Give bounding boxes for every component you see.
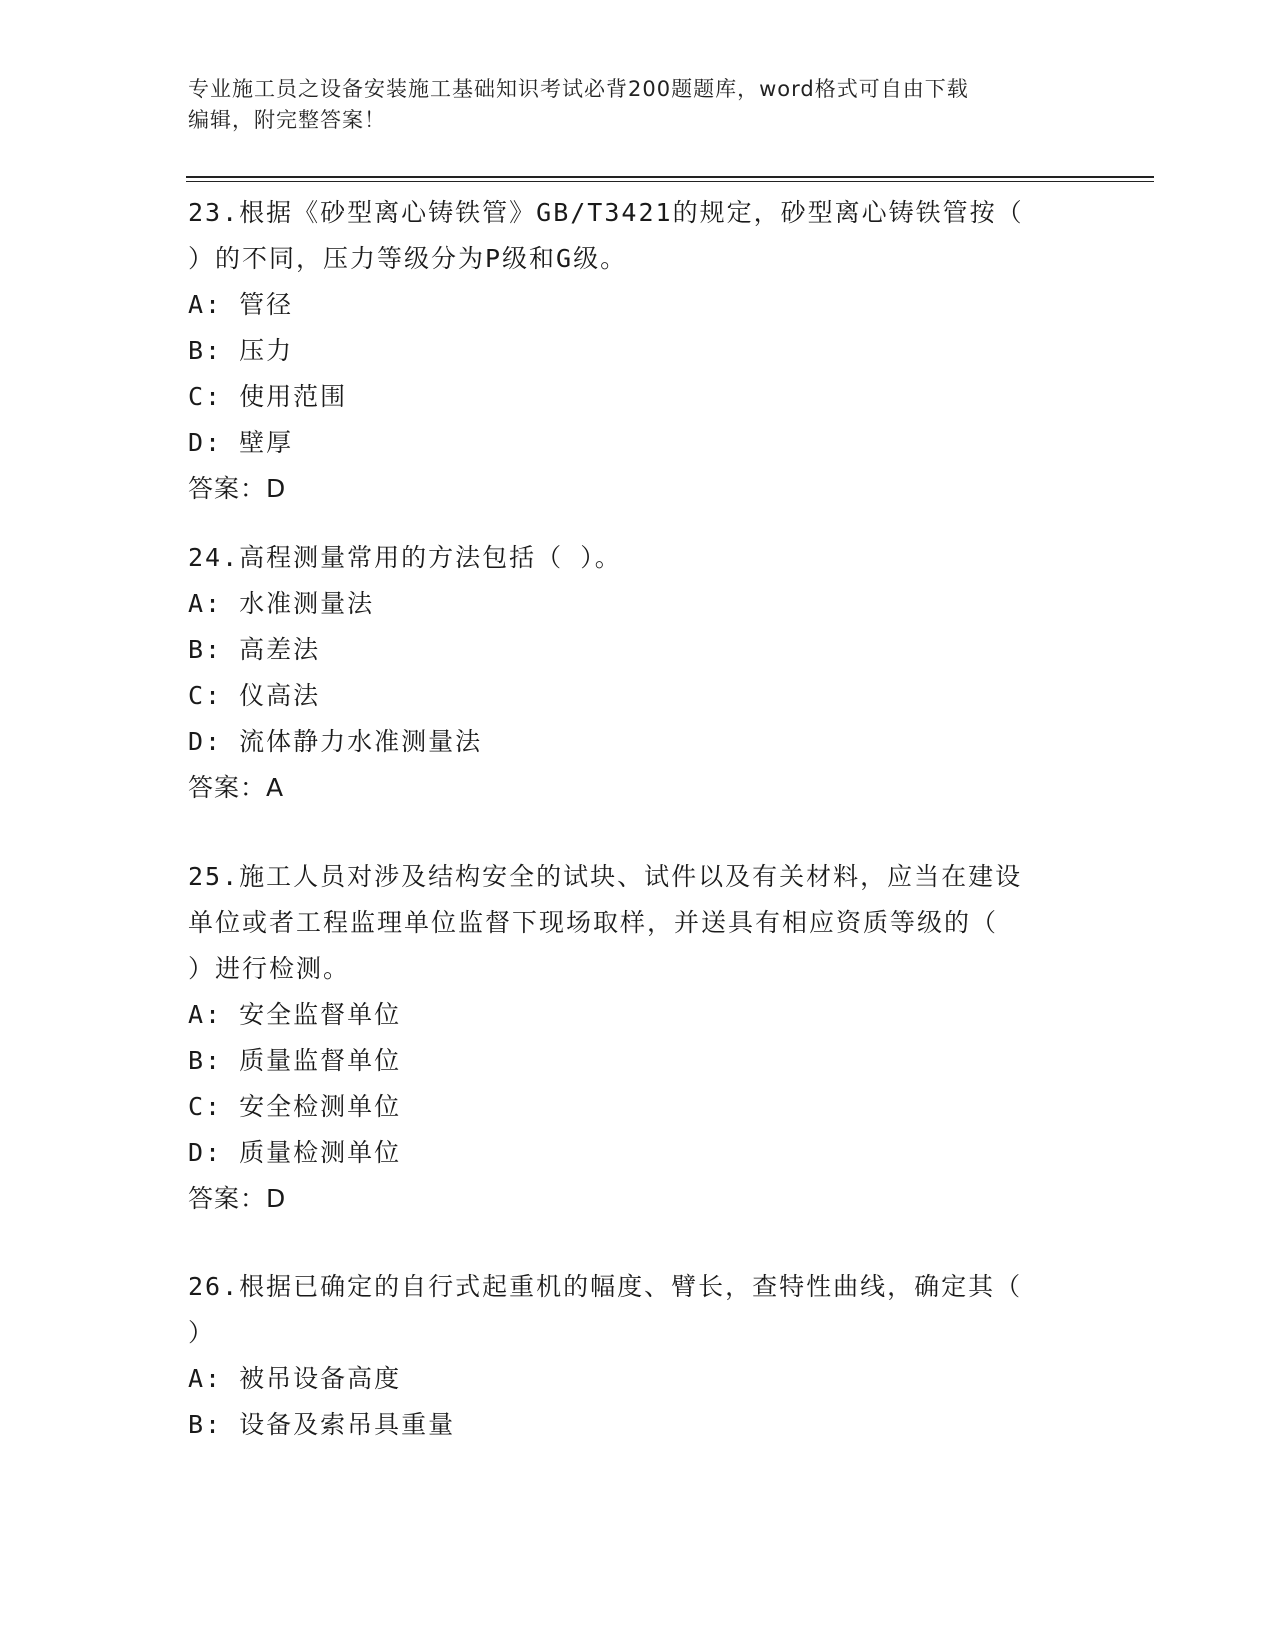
option-text: 壁厚 bbox=[239, 428, 294, 457]
option-letter: C: bbox=[188, 1092, 223, 1121]
question-stem-line: 24.高程测量常用的方法包括（ ）。 bbox=[188, 543, 622, 572]
option-text: 流体静力水准测量法 bbox=[239, 727, 483, 756]
question-24 bbox=[188, 535, 1088, 811]
question-stem-line: ）进行检测。 bbox=[188, 954, 351, 983]
option-text: 管径 bbox=[239, 290, 294, 319]
option-text: 被吊设备高度 bbox=[239, 1364, 402, 1393]
option-b bbox=[188, 328, 1088, 374]
option-letter: A: bbox=[188, 589, 223, 618]
option-letter: A: bbox=[188, 1000, 223, 1029]
question-stem-line: 单位或者工程监理单位监督下现场取样，并送具有相应资质等级的（ bbox=[188, 908, 999, 937]
question-stem-line: 25.施工人员对涉及结构安全的试块、试件以及有关材料，应当在建设 bbox=[188, 862, 1023, 891]
option-text: 高差法 bbox=[239, 635, 321, 664]
option-text: 设备及索吊具重量 bbox=[239, 1410, 456, 1439]
option-a bbox=[188, 1356, 1088, 1402]
option-letter: B: bbox=[188, 635, 223, 664]
option-letter: B: bbox=[188, 1046, 223, 1075]
option-b bbox=[188, 627, 1088, 673]
option-letter: B: bbox=[188, 336, 223, 365]
option-b bbox=[188, 1038, 1088, 1084]
answer-line: 答案：D bbox=[188, 1184, 287, 1213]
option-text: 水准测量法 bbox=[239, 589, 375, 618]
question-stem-line: ）的不同，压力等级分为P级和G级。 bbox=[188, 244, 628, 273]
option-a bbox=[188, 581, 1088, 627]
option-c bbox=[188, 374, 1088, 420]
option-c bbox=[188, 1084, 1088, 1130]
option-text: 使用范围 bbox=[239, 382, 348, 411]
option-d bbox=[188, 719, 1088, 765]
answer-line: 答案：A bbox=[188, 773, 285, 802]
question-stem-line: 23.根据《砂型离心铸铁管》GB/T3421的规定，砂型离心铸铁管按（ bbox=[188, 198, 1024, 227]
option-letter: D: bbox=[188, 428, 223, 457]
header-double-rule bbox=[186, 176, 1154, 183]
option-b bbox=[188, 1402, 1088, 1448]
option-text: 安全检测单位 bbox=[239, 1092, 402, 1121]
header-title-line-2: 编辑，附完整答案！ bbox=[188, 108, 386, 132]
option-d bbox=[188, 420, 1088, 466]
header-title-line-1: 专业施工员之设备安装施工基础知识考试必背200题题库，word格式可自由下载 bbox=[188, 77, 969, 101]
document-header bbox=[188, 74, 1088, 136]
option-text: 压力 bbox=[239, 336, 294, 365]
option-letter: B: bbox=[188, 1410, 223, 1439]
option-letter: D: bbox=[188, 727, 223, 756]
option-a bbox=[188, 992, 1088, 1038]
option-text: 仪高法 bbox=[239, 681, 321, 710]
option-letter: A: bbox=[188, 1364, 223, 1393]
answer-line: 答案：D bbox=[188, 474, 287, 503]
option-text: 质量监督单位 bbox=[239, 1046, 402, 1075]
question-26 bbox=[188, 1264, 1088, 1448]
question-25 bbox=[188, 854, 1088, 1222]
question-stem-line: 26.根据已确定的自行式起重机的幅度、臂长，查特性曲线，确定其（ bbox=[188, 1272, 1023, 1301]
header-rule-thin bbox=[186, 181, 1154, 182]
question-stem-line: ） bbox=[188, 1318, 216, 1347]
option-c bbox=[188, 673, 1088, 719]
header-rule-thick bbox=[186, 176, 1154, 178]
option-letter: C: bbox=[188, 382, 223, 411]
question-23 bbox=[188, 190, 1088, 512]
option-a bbox=[188, 282, 1088, 328]
option-d bbox=[188, 1130, 1088, 1176]
option-letter: A: bbox=[188, 290, 223, 319]
option-text: 安全监督单位 bbox=[239, 1000, 402, 1029]
option-letter: D: bbox=[188, 1138, 223, 1167]
option-letter: C: bbox=[188, 681, 223, 710]
option-text: 质量检测单位 bbox=[239, 1138, 402, 1167]
